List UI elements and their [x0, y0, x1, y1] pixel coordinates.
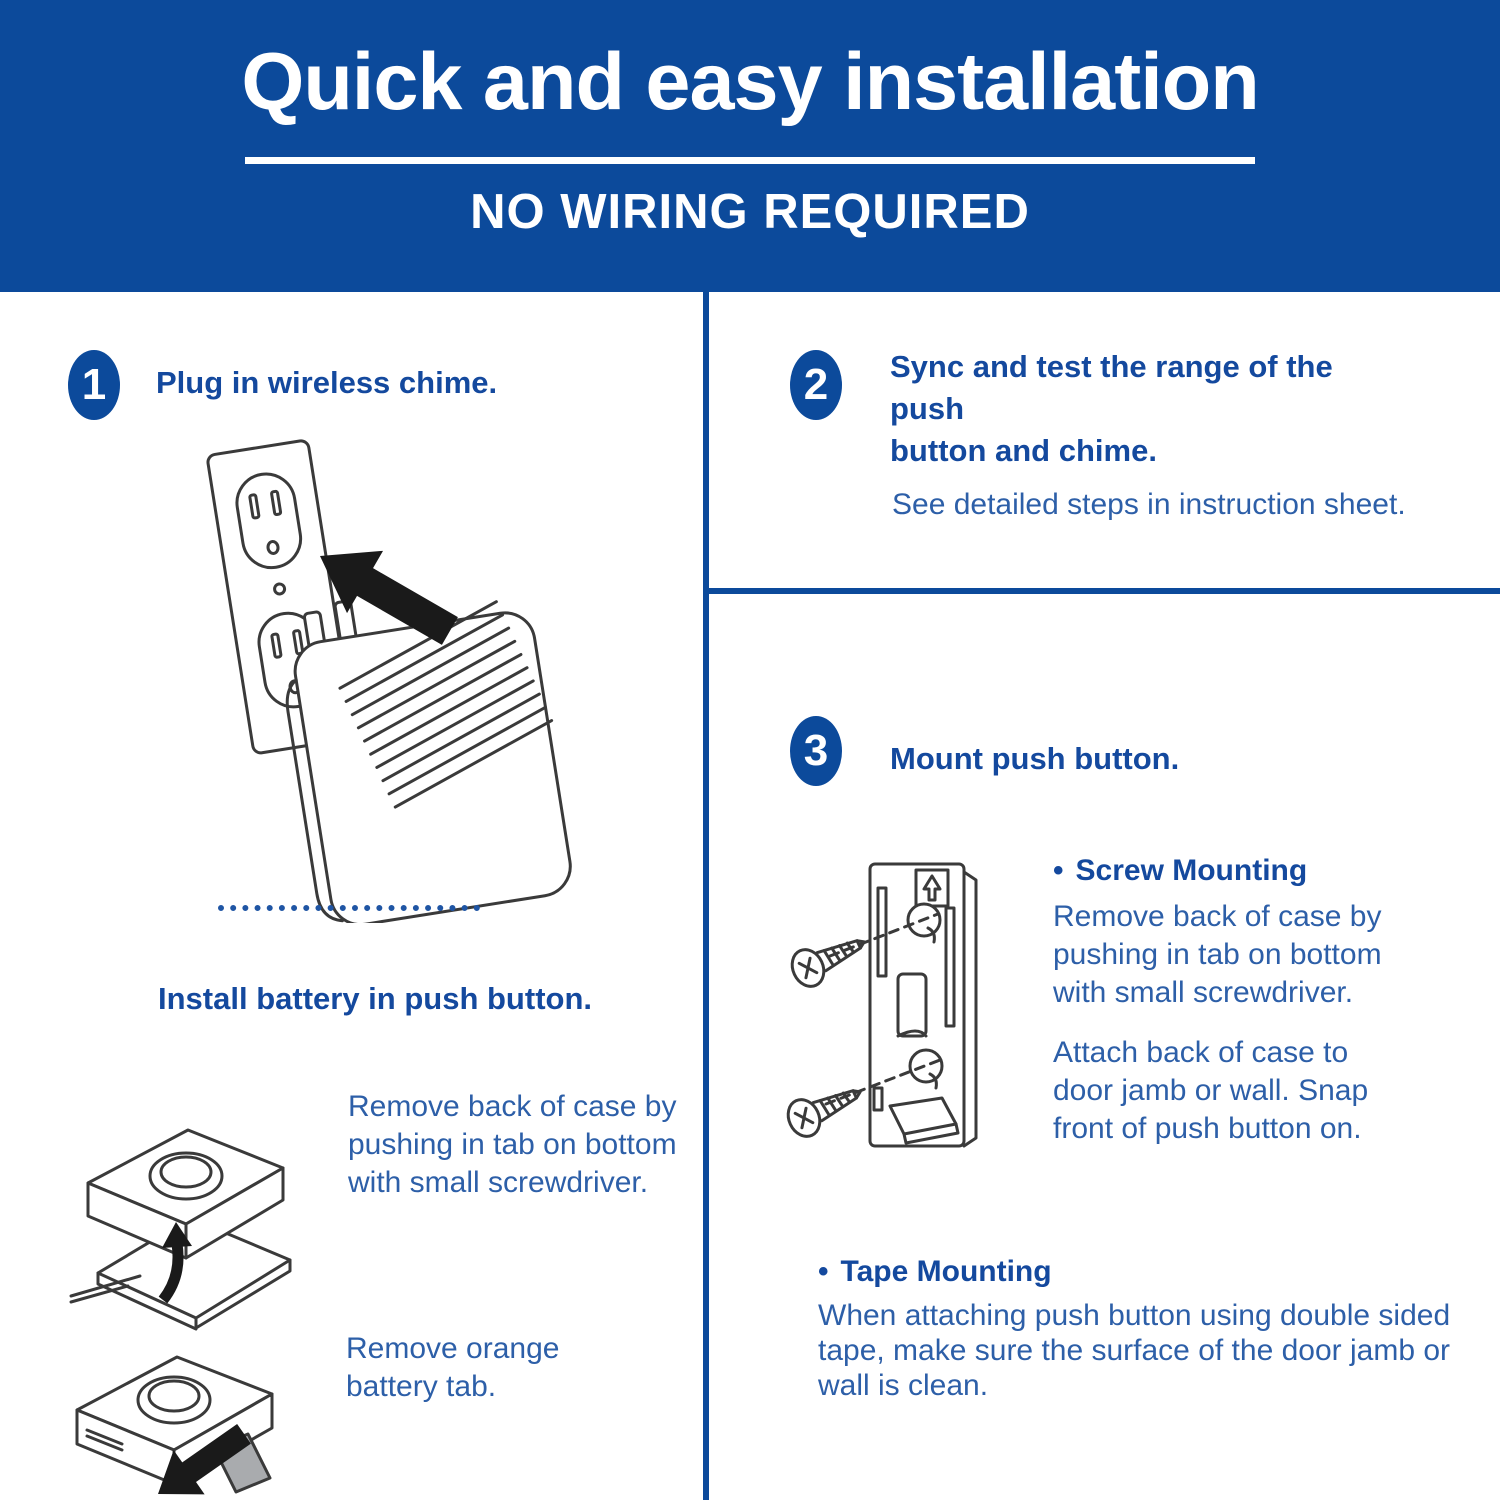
step-2-title-line1: Sync and test the range of the push	[890, 349, 1333, 426]
push-button-remove-back-illustration	[68, 1088, 313, 1333]
step-2-title-line2: button and chime.	[890, 433, 1157, 468]
title-underline	[245, 157, 1255, 164]
step-3-title: Mount push button.	[890, 741, 1180, 776]
tape-mounting-block	[818, 1253, 1468, 1403]
step-1-badge	[68, 350, 120, 420]
outlet-chime-illustration	[200, 428, 710, 923]
tape-mounting-label: Tape Mounting	[840, 1255, 1052, 1288]
remove-tab-text: Remove orange battery tab.	[346, 1332, 560, 1403]
horizontal-divider	[709, 588, 1500, 594]
push-button-battery-tab-illustration	[62, 1332, 317, 1500]
remove-back-text: Remove back of case by pushing in tab on bottom with small screwdriver.	[348, 1090, 677, 1199]
screw-mounting-p1: Remove back of case by pushing in tab on bottom with small screwdriver.	[1053, 900, 1382, 1009]
page-title: Quick and easy installation	[241, 37, 1259, 127]
tape-mounting-p: When attaching push button using double sided tape, make sure the surface of the door jamb or wall is clean.	[818, 1299, 1451, 1402]
screw-mounting-block	[1053, 852, 1401, 1148]
tape-mounting-heading	[818, 1253, 1468, 1291]
step-2-number: 2	[803, 360, 829, 409]
step-3-badge	[790, 716, 842, 786]
step-1-number: 1	[81, 360, 107, 409]
step-2-body: See detailed steps in instruction sheet.	[892, 488, 1406, 521]
screw-mounting-p2: Attach back of case to door jamb or wall. Snap front of push button on.	[1053, 1036, 1369, 1145]
screw-mounting-label: Screw Mounting	[1075, 854, 1308, 887]
screw-mounting-heading	[1053, 852, 1401, 890]
page-subtitle: NO WIRING REQUIRED	[470, 185, 1030, 239]
step-3-number: 3	[803, 726, 829, 775]
mounting-bracket-illustration	[778, 856, 996, 1161]
step-1-title: Plug in wireless chime.	[156, 365, 498, 400]
step-2-badge	[790, 350, 842, 420]
bullet-icon: •	[1053, 854, 1064, 887]
bullet-icon: •	[818, 1255, 829, 1288]
step-2-title	[890, 346, 1410, 472]
header-banner	[0, 0, 1500, 292]
battery-heading: Install battery in push button.	[158, 981, 592, 1016]
dotted-separator	[218, 905, 480, 911]
bracket-back-plate	[870, 864, 976, 1146]
